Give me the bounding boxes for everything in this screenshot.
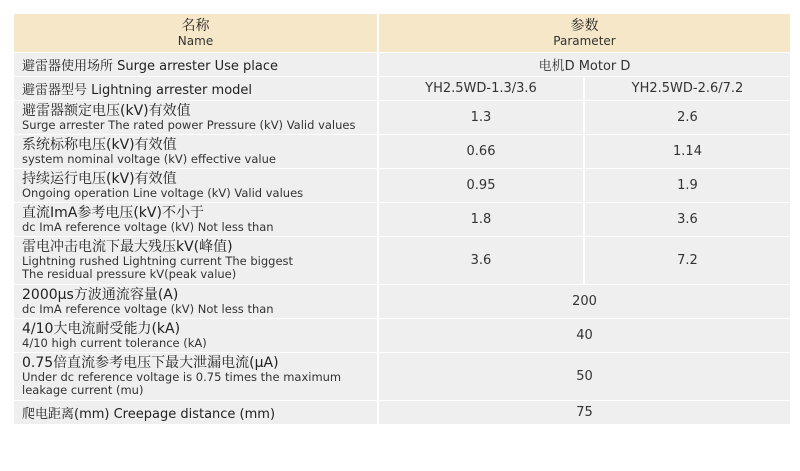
- table-row: [14, 202, 790, 236]
- row-label: 雷电冲击电流下最大残压kV(峰值) Lightning rushed Lightning current The biggest The residual pressure kV(peak value): [14, 236, 378, 284]
- header-name-cell: [14, 14, 378, 52]
- row-value: 50: [378, 352, 790, 400]
- row-value-model-2: 7.2: [584, 236, 790, 284]
- table-row: [14, 400, 790, 424]
- row-label: 避雷器额定电压(kV)有效值 Surge arrester The rated power Pressure (kV) Valid values: [14, 100, 378, 134]
- row-value-model-1: 1.8: [378, 202, 584, 236]
- header-parameter-en: Parameter: [553, 33, 616, 48]
- row-value-model-1: 1.3: [378, 100, 584, 134]
- table-row: [14, 318, 790, 352]
- table-row: [14, 134, 790, 168]
- row-label: 2000μs方波通流容量(A) dc ImA reference voltage (kV) Not less than: [14, 284, 378, 318]
- table-header-row: [14, 14, 790, 52]
- row-value-model-2: 1.14: [584, 134, 790, 168]
- row-value-model-1: 0.95: [378, 168, 584, 202]
- header-parameter-zh: 参数: [570, 17, 599, 34]
- row-value-model-1: 0.66: [378, 134, 584, 168]
- row-label: 直流ImA参考电压(kV)不小于 dc ImA reference voltage (kV) Not less than: [14, 202, 378, 236]
- table-row: [14, 352, 790, 400]
- table-row: [14, 236, 790, 284]
- row-label: 4/10大电流耐受能力(kA) 4/10 high current tolerance (kA): [14, 318, 378, 352]
- row-value-model-2: 3.6: [584, 202, 790, 236]
- row-value: 电机D Motor D: [378, 52, 790, 76]
- row-value: 40: [378, 318, 790, 352]
- row-label: 避雷器型号 Lightning arrester model: [14, 76, 378, 100]
- row-value-model-1: YH2.5WD-1.3/3.6: [378, 76, 584, 100]
- row-value: 200: [378, 284, 790, 318]
- table-row: [14, 76, 790, 100]
- row-value-model-2: 2.6: [584, 100, 790, 134]
- table-row: [14, 100, 790, 134]
- spec-table: [14, 14, 790, 425]
- row-label: 系统标称电压(kV)有效值 system nominal voltage (kV) effective value: [14, 134, 378, 168]
- table-row: [14, 168, 790, 202]
- row-label: 0.75倍直流参考电压下最大泄漏电流(μA) Under dc reference voltage is 0.75 times the maximum leakage current (mu): [14, 352, 378, 400]
- row-value: 75: [378, 400, 790, 424]
- spec-table-container: [14, 14, 790, 425]
- row-label: 持续运行电压(kV)有效值 Ongoing operation Line voltage (kV) Valid values: [14, 168, 378, 202]
- header-parameter-cell: [378, 14, 790, 52]
- table-row: [14, 284, 790, 318]
- row-value-model-2: 1.9: [584, 168, 790, 202]
- table-row: [14, 52, 790, 76]
- row-value-model-2: YH2.5WD-2.6/7.2: [584, 76, 790, 100]
- row-label: 避雷器使用场所 Surge arrester Use place: [14, 52, 378, 76]
- row-label: 爬电距离(mm) Creepage distance (mm): [14, 400, 378, 424]
- header-name-en: Name: [177, 33, 214, 48]
- header-name-zh: 名称: [181, 17, 210, 34]
- row-value-model-1: 3.6: [378, 236, 584, 284]
